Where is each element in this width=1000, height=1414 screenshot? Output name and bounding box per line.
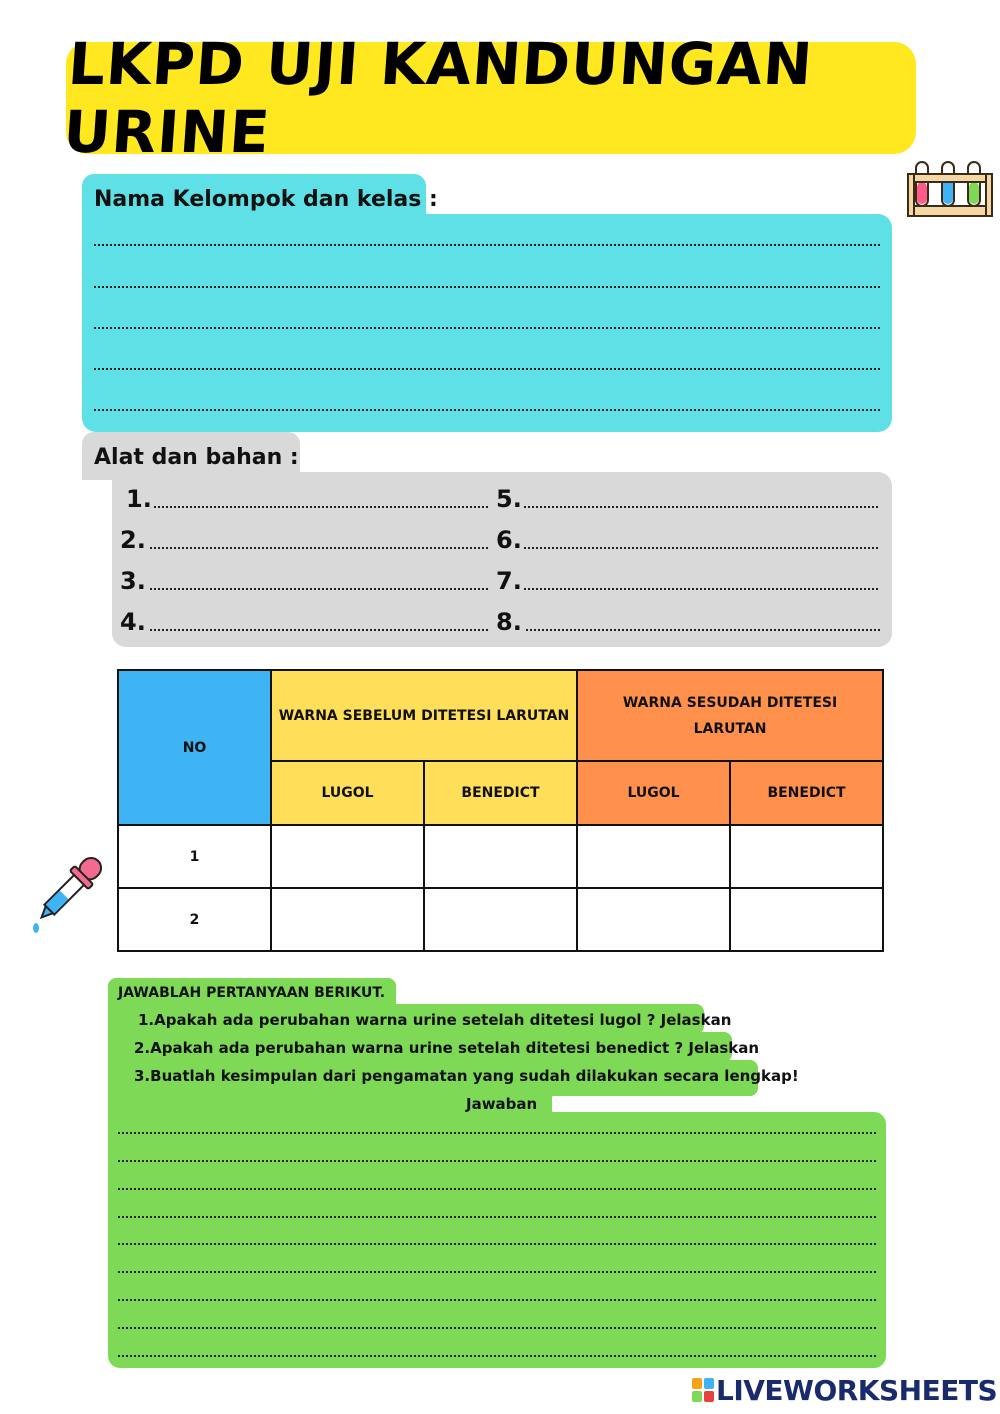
tool-item-2-line[interactable]	[150, 547, 488, 549]
test-tube-rack-icon	[906, 158, 994, 222]
question-2: 2.Apakah ada perubahan warna urine setelah ditetesi benedict ? Jelaskan	[134, 1039, 760, 1057]
table-subheader-lugol-after: LUGOL	[577, 761, 730, 825]
table-header-before: WARNA SEBELUM DITETESI LARUTAN	[271, 670, 577, 761]
dropper-icon	[28, 848, 106, 936]
table-row-2-number: 2	[118, 888, 271, 951]
liveworksheets-logo-icon	[692, 1378, 714, 1402]
table-cell-input[interactable]	[424, 888, 577, 951]
name-line-1[interactable]	[94, 244, 880, 246]
answer-label: Jawaban	[466, 1095, 538, 1113]
name-section-label: Nama Kelompok dan kelas :	[94, 186, 438, 212]
tools-section-label: Alat dan bahan :	[94, 444, 299, 470]
answer-line-3[interactable]	[118, 1188, 876, 1190]
name-line-2[interactable]	[94, 286, 880, 288]
answer-line-2[interactable]	[118, 1160, 876, 1162]
name-section-box	[82, 214, 892, 432]
table-header-after: WARNA SESUDAH DITETESI LARUTAN	[577, 670, 883, 761]
tool-item-8-number: 8.	[496, 608, 522, 636]
answer-line-6[interactable]	[118, 1271, 876, 1273]
table-cell-input[interactable]	[730, 825, 883, 888]
name-line-5[interactable]	[94, 409, 880, 411]
table-cell-input[interactable]	[424, 825, 577, 888]
answer-line-4[interactable]	[118, 1216, 876, 1218]
tool-item-6-number: 6.	[496, 526, 522, 554]
tool-item-4-line[interactable]	[150, 629, 488, 631]
tool-item-3-number: 3.	[120, 567, 146, 595]
tool-item-7-line[interactable]	[524, 588, 878, 590]
tool-item-5-line[interactable]	[524, 506, 878, 508]
table-subheader-benedict-before: BENEDICT	[424, 761, 577, 825]
tool-item-2-number: 2.	[120, 526, 146, 554]
table-cell-input[interactable]	[577, 888, 730, 951]
table-row-1-number: 1	[118, 825, 271, 888]
answer-line-1[interactable]	[118, 1132, 876, 1134]
table-cell-input[interactable]	[730, 888, 883, 951]
footer-brand: LIVEWORKSHEETS	[716, 1374, 998, 1407]
table-cell-input[interactable]	[271, 825, 424, 888]
tool-item-1-line[interactable]	[154, 506, 488, 508]
tool-item-7-number: 7.	[496, 567, 522, 595]
table-cell-input[interactable]	[577, 825, 730, 888]
name-line-3[interactable]	[94, 327, 880, 329]
tools-section-box	[112, 472, 892, 647]
table-header-no: NO	[118, 670, 271, 825]
tool-item-8-line[interactable]	[526, 629, 880, 631]
answer-line-8[interactable]	[118, 1327, 876, 1329]
answer-line-9[interactable]	[118, 1355, 876, 1357]
table-subheader-benedict-after: BENEDICT	[730, 761, 883, 825]
tool-item-3-line[interactable]	[150, 588, 488, 590]
answer-box	[108, 1112, 886, 1368]
question-1: 1.Apakah ada perubahan warna urine setelah ditetesi lugol ? Jelaskan	[138, 1011, 732, 1029]
tool-item-6-line[interactable]	[524, 547, 878, 549]
table-cell-input[interactable]	[271, 888, 424, 951]
page-title: LKPD UJI KANDUNGAN URINE	[61, 30, 816, 166]
answer-line-5[interactable]	[118, 1243, 876, 1245]
name-line-4[interactable]	[94, 368, 880, 370]
question-3: 3.Buatlah kesimpulan dari pengamatan yang sudah dilakukan secara lengkap!	[134, 1067, 799, 1085]
questions-header: JAWABLAH PERTANYAAN BERIKUT.	[118, 985, 386, 1001]
table-subheader-lugol-before: LUGOL	[271, 761, 424, 825]
answer-line-7[interactable]	[118, 1299, 876, 1301]
tool-item-4-number: 4.	[120, 608, 146, 636]
tool-item-1-number: 1.	[126, 485, 152, 513]
observation-table	[117, 669, 884, 952]
tool-item-5-number: 5.	[496, 485, 522, 513]
